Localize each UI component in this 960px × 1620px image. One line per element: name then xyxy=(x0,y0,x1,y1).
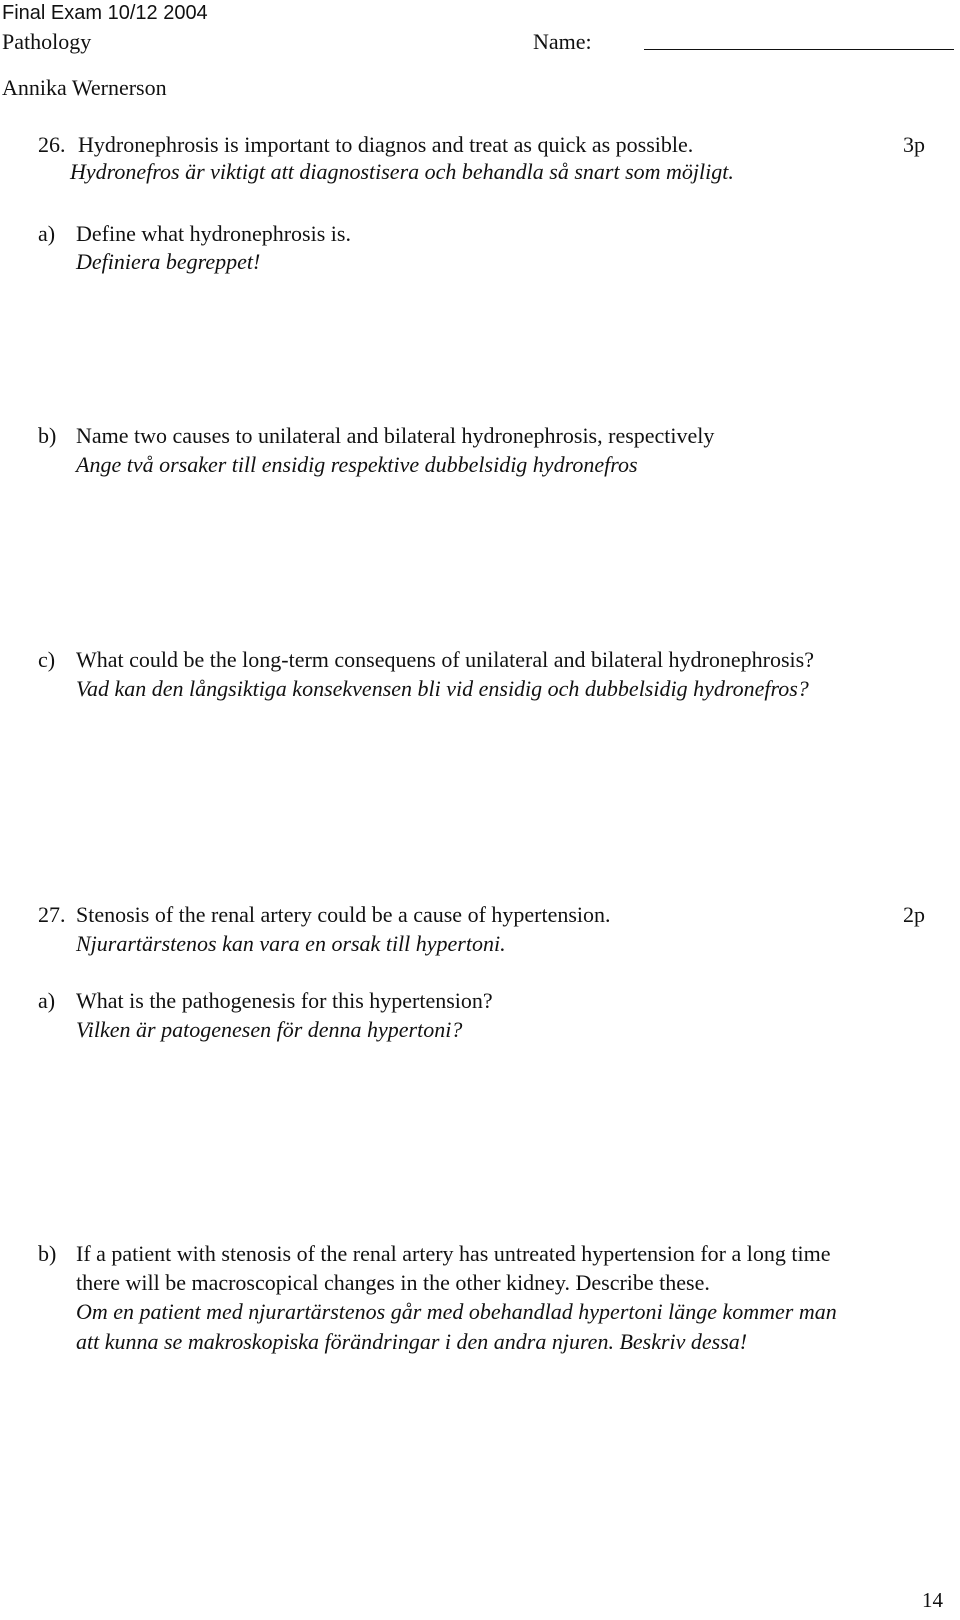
question-27a-text-sv: Vilken är patogenesen för denna hypertoni? xyxy=(76,1017,463,1042)
answer-area-27a[interactable] xyxy=(76,1053,936,1223)
question-27-text-sv: Njurartärstenos kan vara en orsak till hypertoni. xyxy=(76,931,506,956)
question-26-text-en: Hydronephrosis is important to diagnos and treat as quick as possible. xyxy=(78,132,694,157)
question-27a-label: a) xyxy=(38,988,56,1013)
question-26b-label: b) xyxy=(38,423,57,448)
question-26b-text-en: Name two causes to unilateral and bilateral hydronephrosis, respectively xyxy=(76,423,715,448)
question-26-number: 26. xyxy=(38,132,66,157)
question-27b-text-en-line2: there will be macroscopical changes in the other kidney. Describe these. xyxy=(76,1270,710,1295)
question-26c-text-sv: Vad kan den långsiktiga konsekvensen bli vid ensidig och dubbelsidig hydronefros? xyxy=(76,676,809,701)
question-26-text-sv: Hydronefros är viktigt att diagnostisera och behandla så snart som möjligt. xyxy=(70,159,734,184)
answer-area-27b[interactable] xyxy=(76,1365,936,1565)
question-27b-label: b) xyxy=(38,1241,57,1266)
question-27b-text-sv-line2: att kunna se makroskopiska förändringar i den andra njuren. Beskriv dessa! xyxy=(76,1329,748,1354)
name-blank-line[interactable] xyxy=(644,49,954,50)
author-name: Annika Wernerson xyxy=(2,75,167,100)
question-26a-label: a) xyxy=(38,221,56,246)
question-27-number: 27. xyxy=(38,902,66,927)
question-26a-text-en: Define what hydronephrosis is. xyxy=(76,221,351,246)
course-name: Pathology xyxy=(2,29,92,54)
question-27-text-en: Stenosis of the renal artery could be a cause of hypertension. xyxy=(76,902,611,927)
answer-area-26c[interactable] xyxy=(76,712,936,872)
answer-area-26a[interactable] xyxy=(76,285,936,405)
question-27-points: 2p xyxy=(903,902,925,927)
question-27b-text-sv-line1: Om en patient med njurartärstenos går med obehandlad hypertoni länge kommer man xyxy=(76,1299,837,1324)
question-27a-text-en: What is the pathogenesis for this hypertension? xyxy=(76,988,493,1013)
question-26c-label: c) xyxy=(38,647,56,672)
exam-title: Final Exam 10/12 2004 xyxy=(2,2,208,24)
question-26c-text-en: What could be the long-term consequens of unilateral and bilateral hydronephrosis? xyxy=(76,647,814,672)
name-label: Name: xyxy=(533,29,592,54)
answer-area-26b[interactable] xyxy=(76,488,936,628)
question-27b-text-en-line1: If a patient with stenosis of the renal artery has untreated hypertension for a long time xyxy=(76,1241,831,1266)
question-26b-text-sv: Ange två orsaker till ensidig respektive dubbelsidig hydronefros xyxy=(76,452,638,477)
question-26-points: 3p xyxy=(903,132,925,157)
page-number: 14 xyxy=(922,1588,943,1612)
question-26a-text-sv: Definiera begreppet! xyxy=(76,249,261,274)
